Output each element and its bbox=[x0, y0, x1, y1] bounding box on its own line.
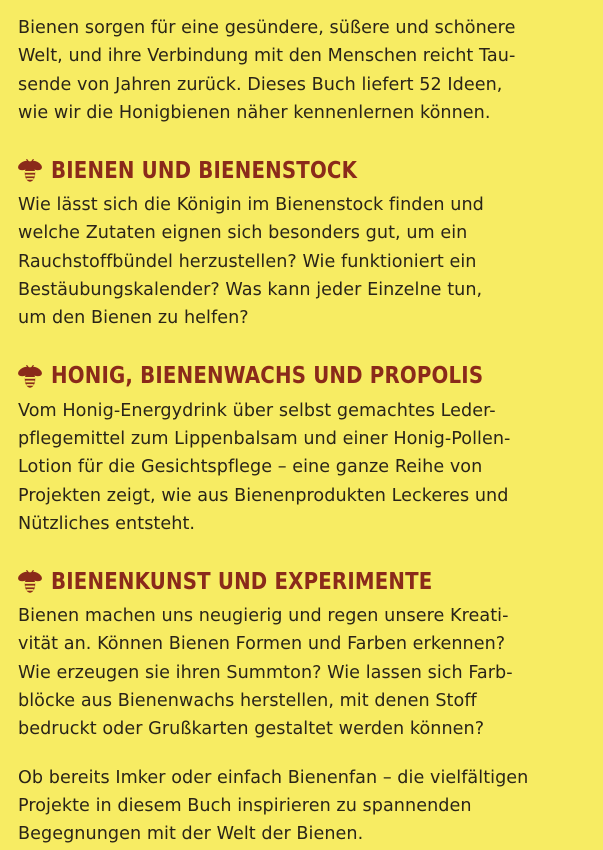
intro-paragraph: Bienen sorgen für eine gesündere, süßere und schönere Welt, und ihre Verbindung mit den Menschen reicht Tau- sende von Jahren zurück. Dieses Buch liefert 52 Ideen, wie wir die Honigbienen näher kennenlernen können. bbox=[18, 18, 516, 123]
section-paragraph: Vom Honig-Energydrink über selbst gemachtes Leder- pflegemittel zum Lippenbalsam und einer Honig-Pollen- Lotion für die Gesichtspflege – eine ganze Reihe von Projekten zeigt, wie aus Bienenprodukten Leckeres und Nützliches entsteht. bbox=[18, 400, 511, 534]
section-paragraph: Bienen machen uns neugierig und regen unsere Kreati- vität an. Können Bienen Formen und Farben erkennen? Wie erzeugen sie ihren Summton? Wie lassen sich Farb- blöcke aus Bienenwachs herstellen, mit denen Stoff bedruckt oder Grußkarten gestaltet werden können? bbox=[18, 606, 513, 740]
section-heading-text: BIENENKUNST UND EXPERIMENTE bbox=[51, 568, 433, 595]
bee-icon bbox=[17, 159, 43, 183]
bee-icon bbox=[17, 365, 43, 389]
section-bienenkunst-und-experimente bbox=[18, 564, 591, 743]
section-paragraph: Wie lässt sich die Königin im Bienenstock finden und welche Zutaten eignen sich besonders gut, um ein Rauchstoffbündel herzustellen? Wie funktioniert ein Bestäubungskalender? Was kann jeder Einzelne tun, um den Bienen zu helfen? bbox=[18, 195, 484, 329]
section-heading-text: HONIG, BIENENWACHS UND PROPOLIS bbox=[51, 363, 484, 390]
section-heading-text: BIENEN UND BIENENSTOCK bbox=[51, 157, 358, 184]
section-heading bbox=[17, 153, 591, 189]
section-honig-bienenwachs-und-propolis bbox=[18, 359, 591, 538]
bee-icon bbox=[17, 570, 43, 594]
section-heading bbox=[17, 564, 591, 600]
closing-paragraph: Ob bereits Imker oder einfach Bienenfan – die vielfältigen Projekte in diesem Buch inspirieren zu spannenden Begegnungen mit der Welt der Bienen. bbox=[18, 767, 529, 845]
section-heading bbox=[17, 359, 591, 395]
section-bienen-und-bienenstock bbox=[18, 153, 591, 332]
